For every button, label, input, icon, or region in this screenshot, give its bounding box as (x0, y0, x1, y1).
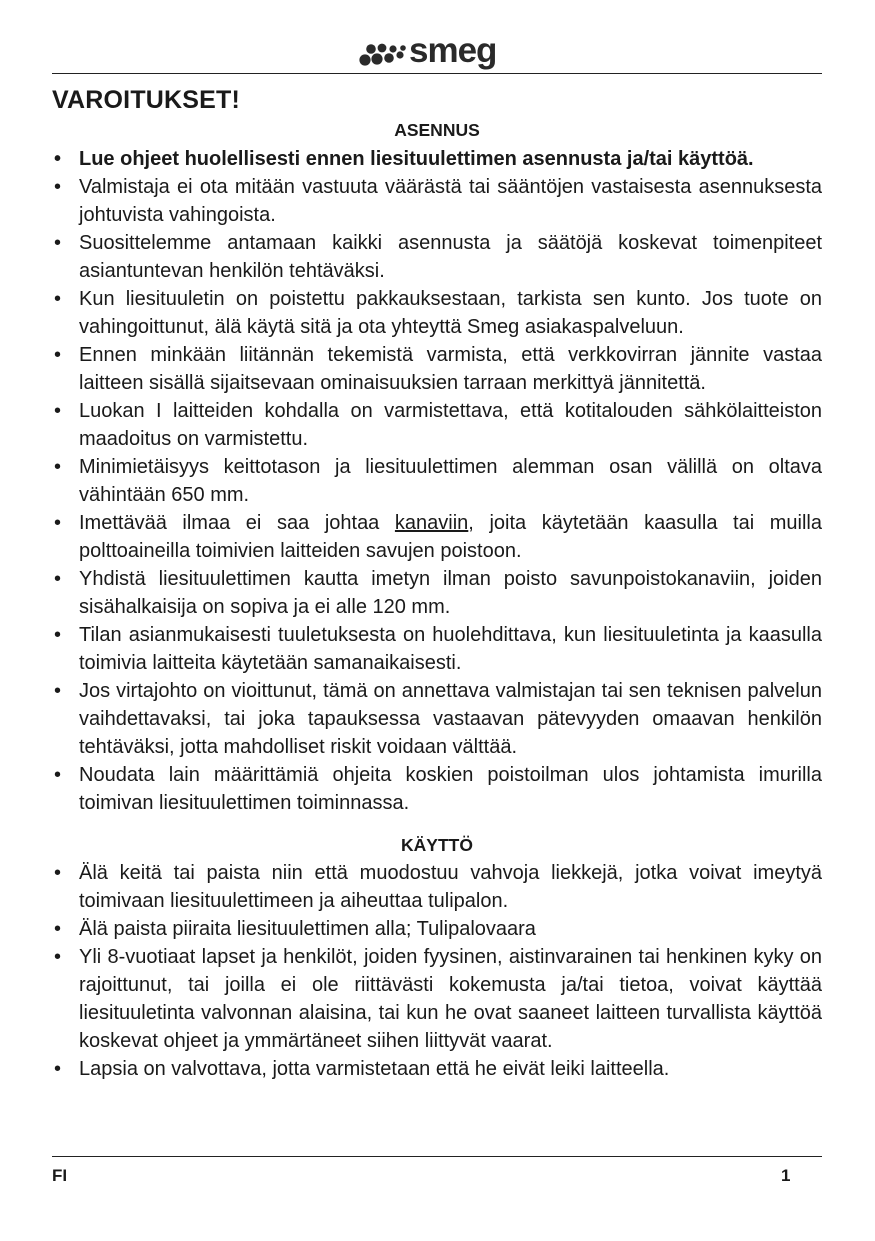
footer-divider (52, 1156, 822, 1157)
list-item: • Älä keitä tai paista niin että muodostuu vahvoja liekkejä, jotka voivat imeytyä toimivaan liesituulettimeen ja aiheuttaa tulipalon. (52, 859, 822, 915)
list-item: • Kun liesituuletin on poistettu pakkauksestaan, tarkista sen kunto. Jos tuote on vahingoittunut, älä käytä sitä ja ota yhteyttä Smeg asiakaspalveluun. (52, 285, 822, 341)
list-item: • Älä paista piiraita liesituulettimen alla; Tulipalovaara (52, 915, 822, 943)
list-item: • Lapsia on valvottava, jotta varmistetaan että he eivät leiki laitteella. (52, 1055, 822, 1083)
page-title: VAROITUKSET! (52, 86, 241, 114)
list-item: • Yli 8-vuotiaat lapset ja henkilöt, joiden fyysinen, aistinvarainen tai henkinen kyky on rajoittunut, tai joilla ei ole riittävästi kokemusta ja/tai tietoa, voivat käyttää liesituuletinta valvonnan alaisina, tai kun he ovat saaneet laitteen turvallista käyttöä koskevat ohjeet ja ymmärtäneet siihen liittyvät vaarat. (52, 943, 822, 1055)
brand-logo (358, 33, 518, 73)
list-item-text: Imettävää ilmaa ei saa johtaa (79, 512, 395, 534)
list-item: • Valmistaja ei ota mitään vastuuta väärästä tai sääntöjen vastaisesta asennuksesta johtuvista vahingoista. (52, 173, 822, 229)
footer-language: FI (52, 1166, 68, 1185)
list-item: • Lue ohjeet huolellisesti ennen liesituulettimen asennusta ja/tai käyttöä. (52, 145, 822, 173)
list-item (52, 509, 822, 565)
page-number: 1 (781, 1166, 791, 1185)
list-item: • Suosittelemme antamaan kaikki asennusta ja säätöjä koskevat toimenpiteet asiantuntevan henkilön tehtäväksi. (52, 229, 822, 285)
brand-wordmark: smeg (409, 31, 497, 70)
section-title-use: KÄYTTÖ (401, 835, 473, 855)
warnings-content (52, 119, 822, 1083)
list-item: • Jos virtajohto on vioittunut, tämä on annettava valmistajan tai sen teknisen palvelun vaihdettavaksi, tai joka tapauksessa vastaavan pätevyyden omaavan henkilön tehtäväksi, jotta mahdolliset riskit voidaan välttää. (52, 677, 822, 761)
list-item: • Noudata lain määrittämiä ohjeita koskien poistoilman ulos johtamista imurilla toimivan liesituulettimen toiminnassa. (52, 761, 822, 817)
list-item-text: , joita käytetään kaasulla tai muilla polttoaineilla toimivien laitteiden savujen poistoon. (79, 512, 822, 562)
section-title-install: ASENNUS (394, 120, 480, 140)
header-divider (52, 73, 822, 74)
list-item: • Luokan I laitteiden kohdalla on varmistettava, että kotitalouden sähkölaitteiston maadoitus on varmistettu. (52, 397, 822, 453)
use-list (52, 859, 822, 1083)
list-item: • Minimietäisyys keittotason ja liesituulettimen alemman osan välillä on oltava vähintään 650 mm. (52, 453, 822, 509)
list-item: • Ennen minkään liitännän tekemistä varmista, että verkkovirran jännite vastaa laitteen sisällä sijaitsevaan ominaisuuksien tarraan merkittyä jännitettä. (52, 341, 822, 397)
ducts-link[interactable]: kanaviin (394, 512, 469, 534)
list-item: • Tilan asianmukaisesti tuuletuksesta on huolehdittava, kun liesituuletinta ja kaasulla toimivia laitteita käytetään samanaikaisesti. (52, 621, 822, 677)
install-list (52, 145, 822, 817)
list-item: • Yhdistä liesituulettimen kautta imetyn ilman poisto savunpoistokanaviin, joiden sisähalkaisija on sopiva ja ei alle 120 mm. (52, 565, 822, 621)
smeg-dots-icon (358, 33, 408, 69)
